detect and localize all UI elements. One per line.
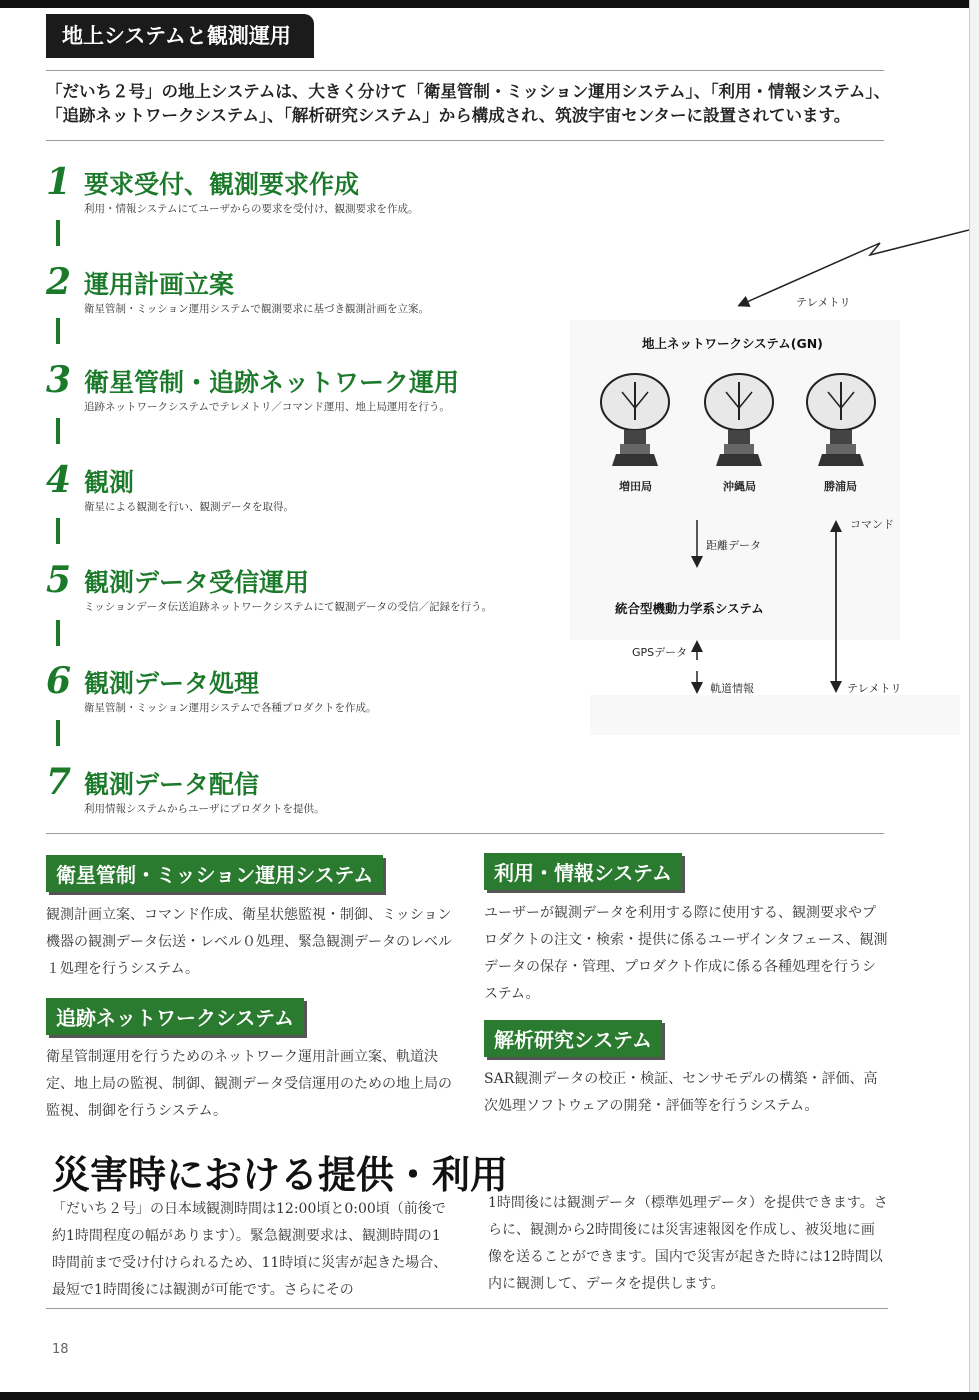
research-heading: 解析研究システム bbox=[484, 1020, 662, 1057]
step-title: 運用計画立案 bbox=[84, 270, 235, 299]
station-label: 増田局 bbox=[619, 480, 652, 493]
telemetry-downlink-line bbox=[740, 230, 969, 305]
disaster-title: 災害時における提供・利用 bbox=[52, 1153, 509, 1197]
step-title: 観測データ配信 bbox=[84, 770, 260, 799]
steps-divider bbox=[46, 833, 884, 834]
range-data-label: 距離データ bbox=[706, 539, 761, 552]
step-connector bbox=[56, 518, 60, 544]
gn-title: 地上ネットワークシステム(GN) bbox=[642, 336, 823, 351]
station-label: 沖縄局 bbox=[723, 480, 756, 493]
footer-divider bbox=[46, 1308, 888, 1309]
step-connector bbox=[56, 720, 60, 746]
step-connector bbox=[56, 318, 60, 344]
step-title: 観測データ受信運用 bbox=[84, 568, 310, 597]
tracking-heading: 追跡ネットワークシステム bbox=[46, 998, 304, 1035]
tracking-body: 衛星管制運用を行うためのネットワーク運用計画立案、軌道決定、地上局の監視、制御、観測データ受信運用のための地上局の監視、制御を行うシステム。 bbox=[46, 1049, 452, 1119]
header-divider bbox=[46, 70, 884, 71]
diagram-background-lower bbox=[590, 695, 960, 735]
step-description: 利用情報システムからユーザにプロダクトを提供。 bbox=[84, 803, 325, 815]
step-connector bbox=[56, 418, 60, 444]
bottom-edge-bar bbox=[0, 1392, 979, 1400]
step-number: 7 bbox=[46, 761, 72, 803]
user-info-body: ユーザーが観測データを利用する際に使用する、観測要求やプロダクトの注文・検索・提供に係るユーザインタフェース、観測データの保存・管理、プロダクト作成に係る各種処理を行うシステム。 bbox=[484, 905, 888, 1002]
intro-divider bbox=[46, 140, 884, 141]
step-description: 利用・情報システムにてユーザからの要求を受付け、観測要求を作成。 bbox=[84, 203, 419, 215]
step-title: 観測データ処理 bbox=[84, 669, 260, 698]
page-right-edge bbox=[969, 0, 979, 1400]
research-body: SAR観測データの校正・検証、センサモデルの構築・評価、高次処理ソフトウェアの開発・評価等を行うシステム。 bbox=[484, 1071, 878, 1114]
page-number: 18 bbox=[52, 1342, 69, 1357]
step-number: 4 bbox=[46, 459, 72, 501]
step-connector bbox=[56, 620, 60, 646]
disaster-column-1: 「だいち２号」の日本域観測時間は12:00頃と0:00頃（前後で約1時間程度の幅があります）。緊急観測要求は、観測時間の1時間前まで受け付けられるため、11時頃に災害が起きた場合、最短で1時間後には観測が可能です。さらにその bbox=[52, 1201, 448, 1298]
step-description: 衛星管制・ミッション運用システムで観測要求に基づき観測計画を立案。 bbox=[84, 303, 430, 315]
station-label: 勝浦局 bbox=[824, 480, 857, 493]
gps-data-label: GPSデータ bbox=[632, 646, 688, 659]
step-description: ミッションデータ伝送追跡ネットワークシステムにて観測データの受信／記録を行う。 bbox=[84, 601, 493, 613]
integrated-system-label: 統合型機動力学系システム bbox=[615, 601, 764, 616]
telemetry-top-label: テレメトリ bbox=[796, 296, 851, 309]
step-number: 2 bbox=[46, 261, 72, 303]
command-label: コマンド bbox=[850, 518, 894, 531]
step-number: 5 bbox=[46, 559, 72, 601]
telemetry-bottom-label: テレメトリ bbox=[847, 682, 902, 695]
step-title: 要求受付、観測要求作成 bbox=[84, 170, 360, 199]
intro-paragraph: 「だいち２号」の地上システムは、大きく分けて「衛星管制・ミッション運用システム」、「利用・情報システム」、「追跡ネットワークシステム」、「解析研究システム」から構成され、筑波宇宙センターに設置されています。 bbox=[46, 82, 891, 125]
step-description: 追跡ネットワークシステムでテレメトリ／コマンド運用、地上局運用を行う。 bbox=[84, 401, 450, 413]
step-number: 3 bbox=[46, 359, 72, 401]
step-description: 衛星管制・ミッション運用システムで各種プロダクトを作成。 bbox=[84, 702, 377, 714]
mission-ops-heading: 衛星管制・ミッション運用システム bbox=[46, 855, 383, 892]
step-title: 観測 bbox=[84, 468, 135, 497]
top-edge-bar bbox=[0, 0, 979, 8]
disaster-column-2: 1時間後には観測データ（標準処理データ）を提供できます。さらに、観測から2時間後には災害速報図を作成し、被災地に画像を送ることができます。国内で災害が起きた時には12時間以内に観測して、データを提供します。 bbox=[488, 1195, 888, 1292]
user-info-heading: 利用・情報システム bbox=[484, 853, 682, 890]
mission-ops-body: 観測計画立案、コマンド作成、衛星状態監視・制御、ミッション機器の観測データ伝送・レベル０処理、緊急観測データのレベル１処理を行うシステム。 bbox=[46, 907, 452, 977]
step-title: 衛星管制・追跡ネットワーク運用 bbox=[84, 368, 460, 397]
orbit-info-label: 軌道情報 bbox=[710, 682, 754, 695]
step-number: 6 bbox=[46, 660, 72, 702]
section-header: 地上システムと観測運用 bbox=[46, 14, 314, 58]
step-number: 1 bbox=[46, 161, 72, 203]
step-description: 衛星による観測を行い、観測データを取得。 bbox=[84, 501, 294, 513]
step-connector bbox=[56, 220, 60, 246]
